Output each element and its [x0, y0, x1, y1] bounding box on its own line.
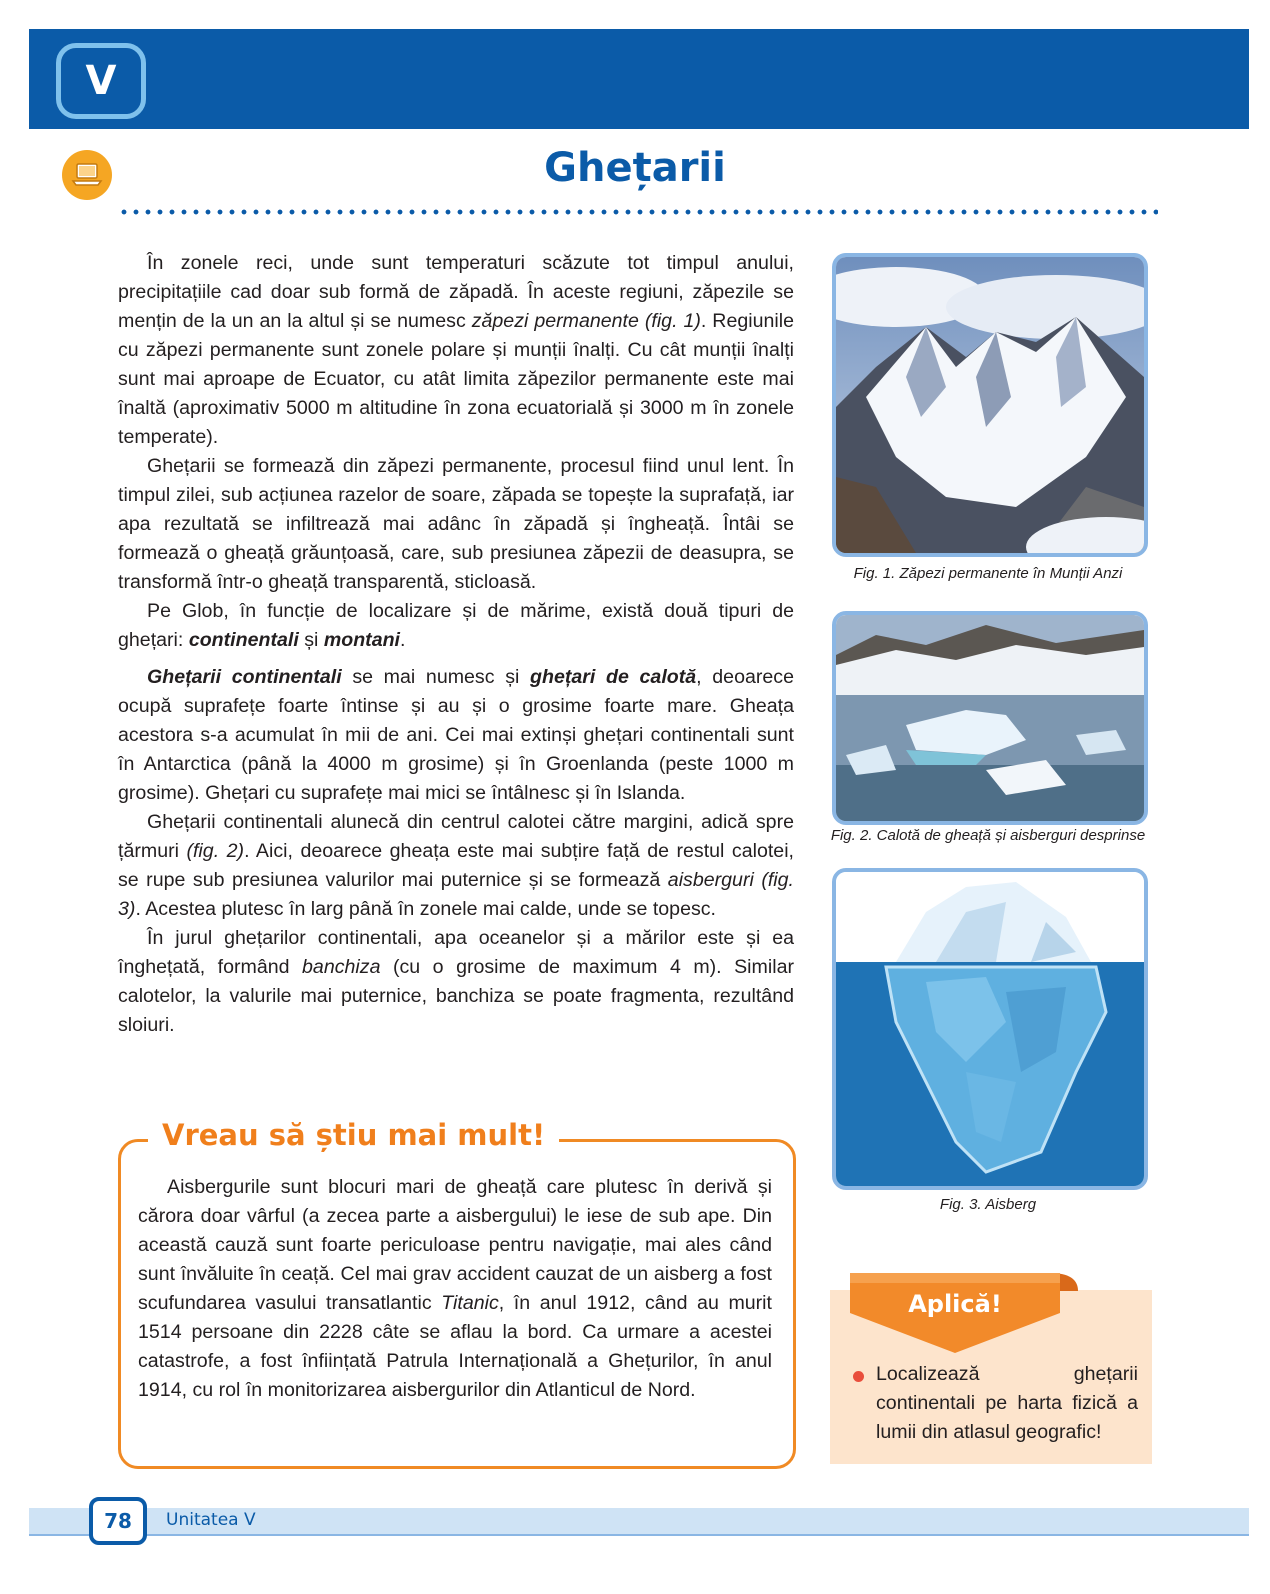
- unit-badge: V: [56, 43, 146, 119]
- bullet-icon: [853, 1371, 864, 1382]
- paragraph: Pe Glob, în funcție de localizare și de mărime, există două tipuri de ghețari: continentali și montani.: [118, 600, 794, 651]
- figure-mountains-image: [832, 253, 1148, 557]
- apply-title: Aplică!: [908, 1290, 1002, 1318]
- figure-iceberg-image: [832, 868, 1148, 1190]
- page-number: 78: [89, 1497, 147, 1545]
- paragraph: În jurul ghețarilor continentali, apa oceanelor și a mărilor este și ea înghețată, formând banchiza (cu o grosime de maximum 4 m). Similar calotelor, la valurile mai puternice, banchiza se poate fragmenta, rezultând sloiuri.: [118, 927, 794, 1036]
- figure-caption: Fig. 1. Zăpezi permanente în Munții Anzi: [853, 565, 1123, 582]
- figure-caption: Fig. 3. Aisberg: [939, 1196, 1037, 1213]
- paragraph: Ghețarii continentali se mai numesc și ghețari de calotă, deoarece ocupă suprafețe foarte întinse și au și o grosime foarte mare. Gheața acestora s-a acumulat în mii de ani. Cei mai extinși ghețari continentali sunt în Antarctica (până la 4000 m grosime) și în Groenlanda (peste 1000 m grosime). Ghețari cu suprafețe mai mici se întâlnesc și în Islanda.: [118, 666, 794, 804]
- apply-item: Localizează ghețarii continentali pe harta fizică a lumii din atlasul geografic!: [876, 1363, 1138, 1443]
- info-box-text: Aisbergurile sunt blocuri mari de gheață care plutesc în derivă și cărora doar vârful (a zecea parte a aisbergului) le iese de sub ape. Din această cauză sunt foarte periculoase pentru navigație, mai ales când sunt învăluite în ceață. Cel mai grav accident cauzat de un aisberg a fost scufundarea vasului transatlantic Titanic, în anul 1912, când au murit 1514 persoane din 2228 câte se aflau la bord. Ca urmare a acestei catastrofe, a fost înființată Patrula Internațională a Ghețurilor, în anul 1914, cu rol în monitorizarea aisbergurilor din Atlanticul de Nord.: [138, 1176, 772, 1401]
- main-text: [118, 249, 794, 1040]
- page-title: Ghețarii: [544, 145, 726, 191]
- info-box-title: Vreau să știu mai mult!: [148, 1118, 559, 1152]
- paragraph: Ghețarii se formează din zăpezi permanente, procesul fiind unul lent. În timpul zilei, sub acțiunea razelor de soare, zăpada se topește la suprafață, iar apa rezultată se infiltrează mai adânc în zăpadă și îngheață. Întâi se formează o gheață grăunțoasă, care, sub presiunea zăpezii de deasupra, se transformă într-o gheață transparentă, sticloasă.: [118, 455, 794, 593]
- paragraph: În zonele reci, unde sunt temperaturi scăzute tot timpul anului, precipitațiile cad doar sub formă de zăpadă. În aceste regiuni, zăpezile se mențin de la un an la altul și se numesc zăpezi permanente (fig. 1). Regiunile cu zăpezi permanente sunt zonele polare și munții înalți. Cu cât munții înalți sunt mai aproape de Ecuator, cu atât limita zăpezilor permanente este mai înaltă (aproximativ 5000 m altitudine în zona ecuatorială și 3000 m în zonele temperate).: [118, 252, 795, 448]
- footer-unit-label: Unitatea V: [166, 1510, 256, 1530]
- paragraph: Ghețarii continentali alunecă din centrul calotei către margini, adică spre țărmuri (fig. 2). Aici, deoarece gheața este mai subțire față de restul calotei, se rupe sub presiunea valurilor mai puternice și se formează aisberguri (fig. 3). Acestea plutesc în larg până în zonele mai calde, unde se topesc.: [118, 811, 794, 920]
- figure-icecap-image: [832, 611, 1148, 825]
- dotted-divider: [118, 209, 1158, 215]
- footer-divider: [29, 1534, 1249, 1536]
- top-banner: [29, 29, 1249, 129]
- figure-caption: Fig. 2. Calotă de gheață și aisberguri desprinse: [830, 827, 1146, 844]
